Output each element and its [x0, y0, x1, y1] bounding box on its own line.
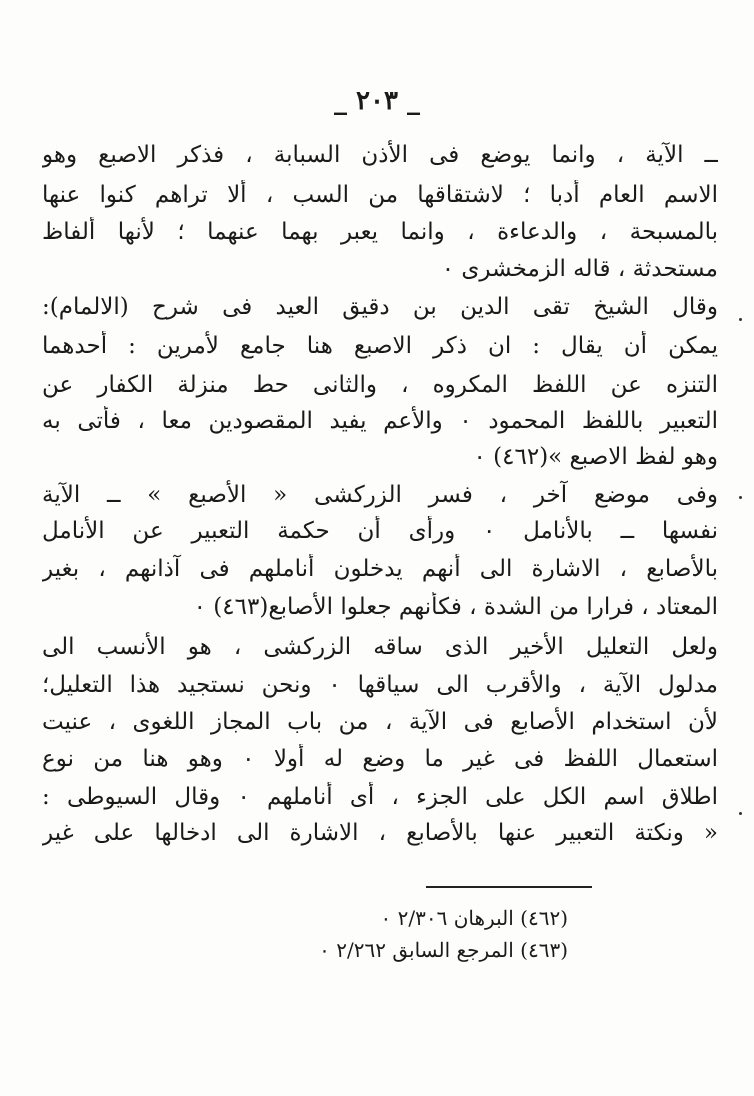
page-number: _ ٢٠٣ _ — [333, 86, 421, 116]
paragraph-1-line-1: ــ الآية ، وانما يوضع فى الأذن السبابة ، فذكر الاصبع وهو — [42, 142, 718, 168]
paragraph-4-line-2: مدلول الآية ، والأقرب الى سياقها ٠ ونحن نستجيد هذا التعليل؛ — [42, 672, 718, 698]
paragraph-4-line-1: ولعل التعليل الأخير الذى ساقه الزركشى ، هو الأنسب الى — [42, 634, 718, 660]
paragraph-3-line-4: المعتاد ، فرارا من الشدة ، فكأنهم جعلوا الأصابع(٤٦٣) ٠ — [193, 594, 718, 620]
paragraph-3-line-1: وفى موضع آخر ، فسر الزركشى « الأصبع » ــ الآية — [42, 482, 718, 508]
margin-speck — [739, 496, 742, 499]
paragraph-3-line-2: نفسها ــ بالأنامل ٠ ورأى أن حكمة التعبير عن الأنامل — [42, 518, 718, 544]
footnote-462: (٤٦٢) البرهان ٢/٣٠٦ ٠ — [380, 906, 568, 930]
paragraph-1-line-3: بالمسبحة ، والدعاءة ، وانما يعبر بهما عنهما ؛ لأنها ألفاظ — [42, 219, 718, 245]
footnote-separator — [426, 886, 592, 888]
paragraph-2-line-2: يمكن أن يقال : ان ذكر الاصبع هنا جامع لأمرين : أحدهما — [42, 333, 718, 359]
paragraph-1-line-2: الاسم العام أدبا ؛ لاشتقاقها من السب ، ألا تراهم كنوا عنها — [42, 182, 718, 208]
paragraph-2-line-5: وهو لفظ الاصبع »(٤٦٢) ٠ — [473, 444, 718, 470]
margin-speck — [739, 812, 742, 815]
margin-speck — [739, 318, 742, 321]
footnote-463: (٤٦٣) المرجع السابق ٢/٢٦٢ ٠ — [319, 938, 568, 962]
paragraph-4-line-4: استعمال اللفظ فى غير ما وضع له أولا ٠ وهو هنا من نوع — [42, 746, 718, 772]
paragraph-2-line-3: التنزه عن اللفظ المكروه ، والثانى حط منزلة الكفار عن — [42, 372, 718, 398]
paragraph-2-line-1: وقال الشيخ تقى الدين بن دقيق العيد فى شرح (الالمام): — [42, 294, 718, 320]
paragraph-3-line-3: بالأصابع ، الاشارة الى أنهم يدخلون أناملهم فى آذانهم ، بغير — [42, 556, 718, 582]
paragraph-4-line-5: اطلاق اسم الكل على الجزء ، أى أناملهم ٠ وقال السيوطى : — [42, 784, 718, 810]
paragraph-4-line-6: « ونكتة التعبير عنها بالأصابع ، الاشارة الى ادخالها على غير — [42, 820, 718, 846]
paragraph-1-line-4: مستحدثة ، قاله الزمخشرى ٠ — [441, 256, 718, 282]
paragraph-2-line-4: التعبير باللفظ المحمود ٠ والأعم يفيد المقصودين معا ، فأتى به — [42, 408, 718, 434]
paragraph-4-line-3: لأن استخدام الأصابع فى الآية ، من باب المجاز اللغوى ، عنيت — [42, 709, 718, 735]
